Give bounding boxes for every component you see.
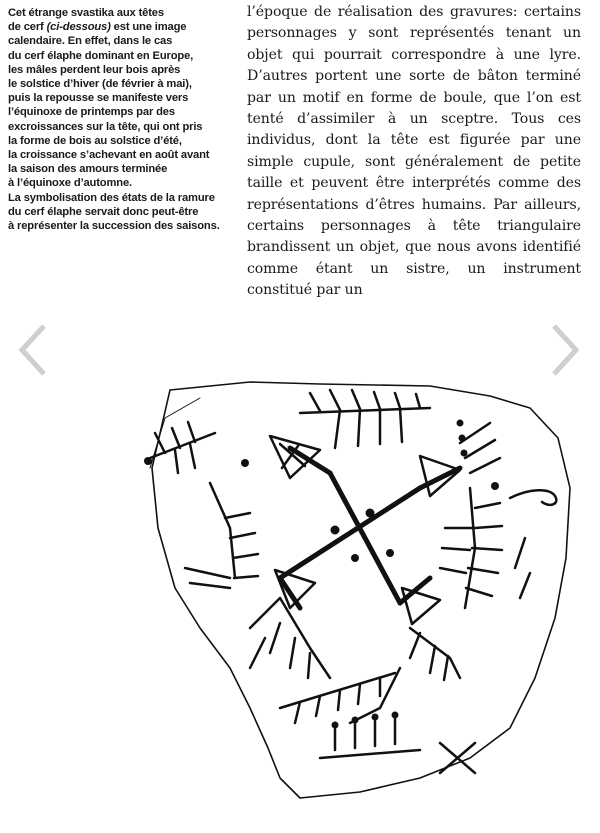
caption-italic-ref: (ci-dessous) [46,21,111,34]
caption-line: les mâles perdent leur bois après [8,63,181,76]
swastika [280,448,460,608]
caption-text: de cerf [8,21,47,34]
caption-line: puis la repousse se manifeste vers [8,92,189,105]
caption-line: la saison des amours terminée [8,163,168,176]
stone-outline [152,382,570,798]
caption-text: est une image [110,21,187,34]
caption-line: du cerf élaphe servait donc peut-être [8,205,199,218]
deer-heads [270,436,460,624]
caption-line: la croissance s’achevant en août avant [8,149,210,162]
chevron-left-icon [14,322,54,378]
next-page-button[interactable] [544,322,584,378]
caption-line: à représenter la succession des saisons. [8,220,220,233]
figure-caption [8,6,234,233]
caption-line: le solstice d’hiver (de février à mai), [8,78,192,91]
antlers [150,390,556,773]
caption-line: du cerf élaphe dominant en Europe, [8,49,194,62]
caption-line: l’équinoxe de printemps par des [8,106,175,119]
caption-line: Cet étrange svastika aux têtes [8,7,164,19]
chevron-right-icon [544,322,584,378]
caption-line: excroissances sur la tête, qui ont pris [8,120,203,133]
article-body-text: l’époque de réalisation des gravures: certains personnages y sont représentés tenant un objet qui pourrait correspondre à une lyre. D’autres portent une sorte de bâton terminé par un motif en forme de boule, que l’on est tenté d’assimiler à un sceptre. Tous ces individus, dont la tête est figurée par une simple cupule, sont généralement de petite taille et peuvent être interprétés comme des représentations d’êtres humains. Par ailleurs, certains personnages à tête triangulaire brandissent un objet, que nous avons identifié comme étant un sistre, un instrument constitué par un [247,4,581,299]
engraved-stone-drawing [130,378,574,803]
previous-page-button[interactable] [14,322,54,378]
caption-line: La symbolisation des états de la ramure [8,191,215,204]
caption-line: la forme de bois au solstice d’été, [8,134,182,147]
engraved-stone-illustration [130,378,574,803]
caption-line [8,20,234,34]
caption-line: calendaire. En effet, dans le cas [8,35,173,48]
caption-line: à l’équinoxe d’automne. [8,177,132,190]
